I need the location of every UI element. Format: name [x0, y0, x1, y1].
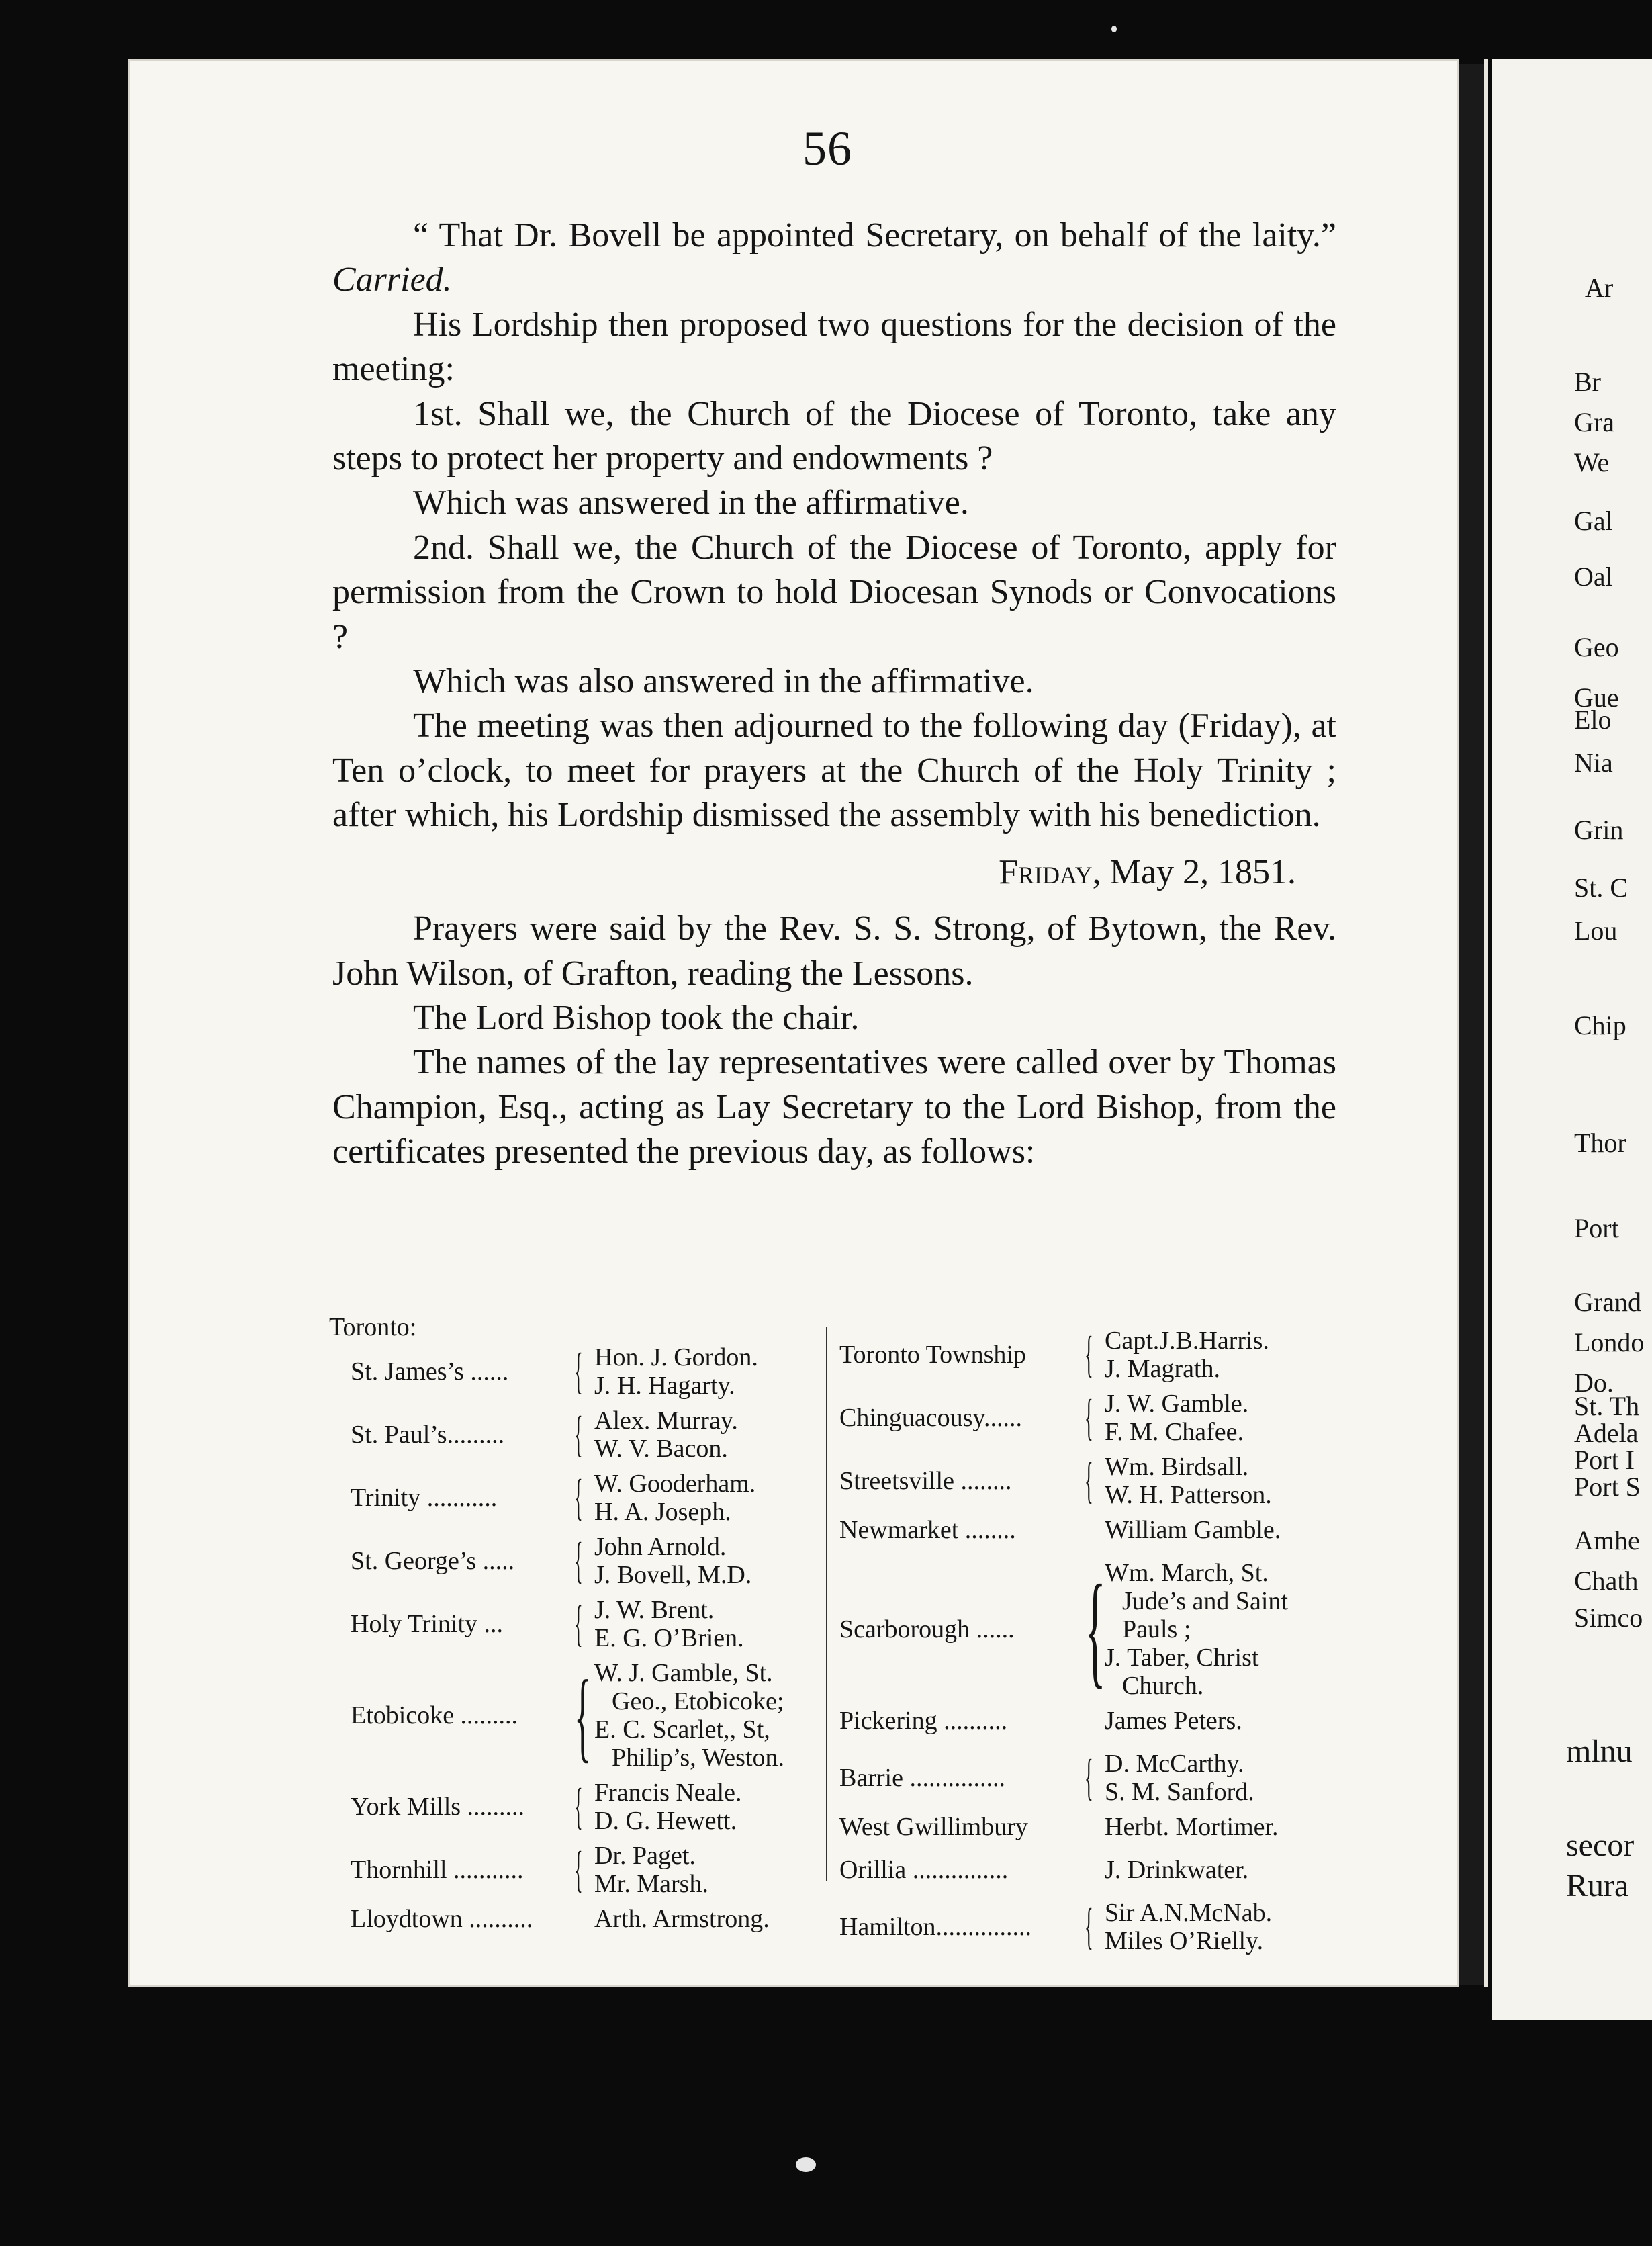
facing-page-fragment: Nia — [1574, 748, 1613, 778]
roster-name: Dr. Paget. — [594, 1842, 696, 1870]
roster-name: E. G. O’Brien. — [594, 1624, 744, 1652]
roster-name: Miles O’Rielly. — [1105, 1927, 1264, 1955]
roster-name: S. M. Sanford. — [1105, 1778, 1254, 1806]
scan-speck — [1111, 26, 1117, 32]
facing-page-fragment: St. C — [1574, 872, 1628, 903]
facing-page-fragment: Geo — [1574, 632, 1619, 662]
facing-page-fragment: Ar — [1585, 273, 1614, 303]
facing-page-fragment: Port S — [1574, 1472, 1641, 1502]
page-gutter — [1459, 64, 1484, 1985]
brace-glyph: { — [1085, 1390, 1093, 1445]
paragraph: The meeting was then adjourned to the following day (Friday), at Ten o’clock, to meet for prayers at the Church of the Holy Trinity ; after which, his Lordship dismissed the assembly with his benediction. — [332, 707, 1336, 835]
paragraph: “ That Dr. Bovell be appointed Secretary, on behalf of the laity.” Carried. — [332, 216, 1336, 300]
roster-name: Herbt. Mortimer. — [1105, 1813, 1279, 1841]
roster-place: St. James’s ...... — [351, 1357, 509, 1386]
facing-page-fragment: Chath — [1574, 1566, 1639, 1596]
paragraph: His Lordship then proposed two questions for the decision of the meeting: — [332, 305, 1336, 389]
roster-name: Wm. Birdsall. — [1105, 1453, 1249, 1481]
roster-name: H. A. Joseph. — [594, 1498, 731, 1526]
facing-page-fragment: Gal — [1574, 506, 1613, 536]
roster-place: Holy Trinity ... — [351, 1610, 504, 1638]
paragraph: 2nd. Shall we, the Church of the Diocese of Toronto, apply for permission from the Crown to hold Diocesan Synods or Convocations ? — [332, 528, 1336, 656]
brace-glyph: { — [1085, 1750, 1093, 1805]
roster-place: Pickering .......... — [839, 1707, 1008, 1735]
roster-name: Philip’s, Weston. — [612, 1744, 785, 1772]
brace-glyph: { — [574, 1406, 583, 1462]
facing-page-fragment: Simco — [1574, 1603, 1643, 1633]
facing-page-fragment: Gue — [1574, 682, 1619, 713]
roster-name: Pauls ; — [1122, 1615, 1191, 1644]
facing-page-fragment: Rura — [1566, 1868, 1629, 1903]
facing-page-fragment: We — [1574, 447, 1610, 478]
roster-name: Mr. Marsh. — [594, 1870, 708, 1898]
roster-name: D. G. Hewett. — [594, 1807, 737, 1835]
brace-glyph: { — [574, 1596, 583, 1652]
paragraph: The Lord Bishop took the chair. — [413, 998, 860, 1037]
roster-name: E. C. Scarlet,, St, — [594, 1715, 770, 1744]
roster-name: John Arnold. — [594, 1533, 727, 1561]
roster-name: J. H. Hagarty. — [594, 1372, 735, 1400]
page-number: 56 — [802, 122, 852, 175]
facing-page-fragment: Chip — [1574, 1010, 1626, 1040]
roster-name: J. Magrath. — [1105, 1355, 1221, 1383]
paragraph: Which was answered in the affirmative. — [413, 484, 969, 523]
column-divider — [826, 1327, 827, 1881]
roster-place: Hamilton............... — [839, 1913, 1032, 1941]
roster-place: Barrie ............... — [839, 1764, 1005, 1792]
roster-place: West Gwillimbury — [839, 1813, 1028, 1841]
brace-glyph: { — [574, 1470, 583, 1525]
facing-page-fragment: Grand — [1574, 1287, 1641, 1317]
facing-page-fragment: Port I — [1574, 1445, 1635, 1475]
roster-heading: Toronto: — [329, 1313, 417, 1341]
roster-place: Streetsville ........ — [839, 1467, 1012, 1495]
facing-page-fragment: St. Th — [1574, 1391, 1640, 1421]
roster-place: St. George’s ..... — [351, 1547, 515, 1575]
paragraph: Which was also answered in the affirmative. — [413, 662, 1034, 701]
roster-name: Alex. Murray. — [594, 1406, 738, 1435]
page-edge — [1484, 59, 1488, 1987]
paragraph: The names of the lay representatives were called over by Thomas Champion, Esq., acting as Lay Secretary to the Lord Bishop, from the certificates presented the previous day, as follows: — [332, 1043, 1336, 1171]
facing-page-fragment: Do. — [1574, 1367, 1614, 1398]
roster-place: Thornhill ........... — [351, 1856, 524, 1884]
body-text — [332, 214, 1336, 1175]
roster-place: Newmarket ........ — [839, 1516, 1016, 1544]
roster-name: Church. — [1122, 1672, 1204, 1700]
roster-place: Chinguacousy...... — [839, 1404, 1022, 1432]
scan-speck — [796, 2157, 816, 2172]
roster-place: Lloydtown .......... — [351, 1905, 533, 1933]
roster-place: Scarborough ...... — [839, 1615, 1015, 1644]
roster-name: W. Gooderham. — [594, 1470, 756, 1498]
roster-place: Trinity ........... — [351, 1484, 498, 1512]
roster-place: Etobicoke ......... — [351, 1701, 518, 1730]
roster-name: D. McCarthy. — [1105, 1750, 1244, 1778]
roster-name: Arth. Armstrong. — [594, 1905, 770, 1933]
brace-glyph: { — [574, 1533, 583, 1588]
facing-page-fragment: Amhe — [1574, 1525, 1640, 1556]
facing-page-fragment: Gra — [1574, 407, 1614, 437]
paragraph: Prayers were said by the Rev. S. S. Strong, of Bytown, the Rev. John Wilson, of Grafton, reading the Lessons. — [332, 909, 1336, 993]
date-heading: Friday, May 2, 1851. — [999, 852, 1296, 891]
brace-glyph: { — [574, 1779, 583, 1834]
roster-name: W. J. Gamble, St. — [594, 1659, 773, 1687]
facing-page-fragment: Port — [1574, 1213, 1619, 1243]
facing-page — [1492, 59, 1652, 2020]
facing-page-fragment: Lou — [1574, 915, 1618, 946]
brace-glyph: { — [1085, 1559, 1106, 1699]
roster-name: Jude’s and Saint — [1122, 1587, 1288, 1615]
facing-page-fragment: Grin — [1574, 815, 1624, 845]
roster-name: J. Taber, Christ — [1105, 1644, 1259, 1672]
roster-name: Francis Neale. — [594, 1779, 742, 1807]
brace-glyph: { — [574, 1842, 583, 1897]
brace-glyph: { — [1085, 1899, 1093, 1955]
roster-name: Capt.J.B.Harris. — [1105, 1327, 1269, 1355]
roster-name: Wm. March, St. — [1105, 1559, 1269, 1587]
facing-page-fragment: Thor — [1574, 1128, 1626, 1158]
roster-name: James Peters. — [1105, 1707, 1242, 1735]
roster-place: Orillia ............... — [839, 1856, 1009, 1884]
roster-name: W. V. Bacon. — [594, 1435, 728, 1463]
roster-place: Toronto Township — [839, 1341, 1026, 1369]
roster-name: F. M. Chafee. — [1105, 1418, 1244, 1446]
roster-name: Hon. J. Gordon. — [594, 1343, 758, 1372]
facing-page-fragment: Br — [1574, 367, 1601, 397]
roster-name: J. Drinkwater. — [1105, 1856, 1249, 1884]
facing-page-fragment: Elo — [1574, 705, 1612, 735]
facing-page-fragment: mlnu — [1566, 1734, 1633, 1769]
roster-name: J. W. Brent. — [594, 1596, 715, 1624]
brace-glyph: { — [1085, 1453, 1093, 1509]
facing-page-fragment: secor — [1566, 1828, 1635, 1863]
roster-name: W. H. Patterson. — [1105, 1481, 1272, 1509]
facing-page-fragment: Adela — [1574, 1418, 1639, 1448]
roster-place: York Mills ......... — [351, 1793, 525, 1821]
roster-name: J. W. Gamble. — [1105, 1390, 1249, 1418]
brace-glyph: { — [574, 1343, 583, 1399]
roster-name: Sir A.N.McNab. — [1105, 1899, 1273, 1927]
facing-page-fragment: Londo — [1574, 1327, 1645, 1357]
roster-place: St. Paul’s......... — [351, 1421, 505, 1449]
brace-glyph: { — [1085, 1327, 1093, 1382]
roster-name: J. Bovell, M.D. — [594, 1561, 752, 1589]
roster-name: William Gamble. — [1105, 1516, 1281, 1544]
paragraph: 1st. Shall we, the Church of the Diocese of Toronto, take any steps to protect her property and endowments ? — [332, 394, 1336, 478]
roster-name: Geo., Etobicoke; — [612, 1687, 784, 1715]
brace-glyph: { — [574, 1659, 592, 1772]
facing-page-fragment: Oal — [1574, 562, 1613, 592]
